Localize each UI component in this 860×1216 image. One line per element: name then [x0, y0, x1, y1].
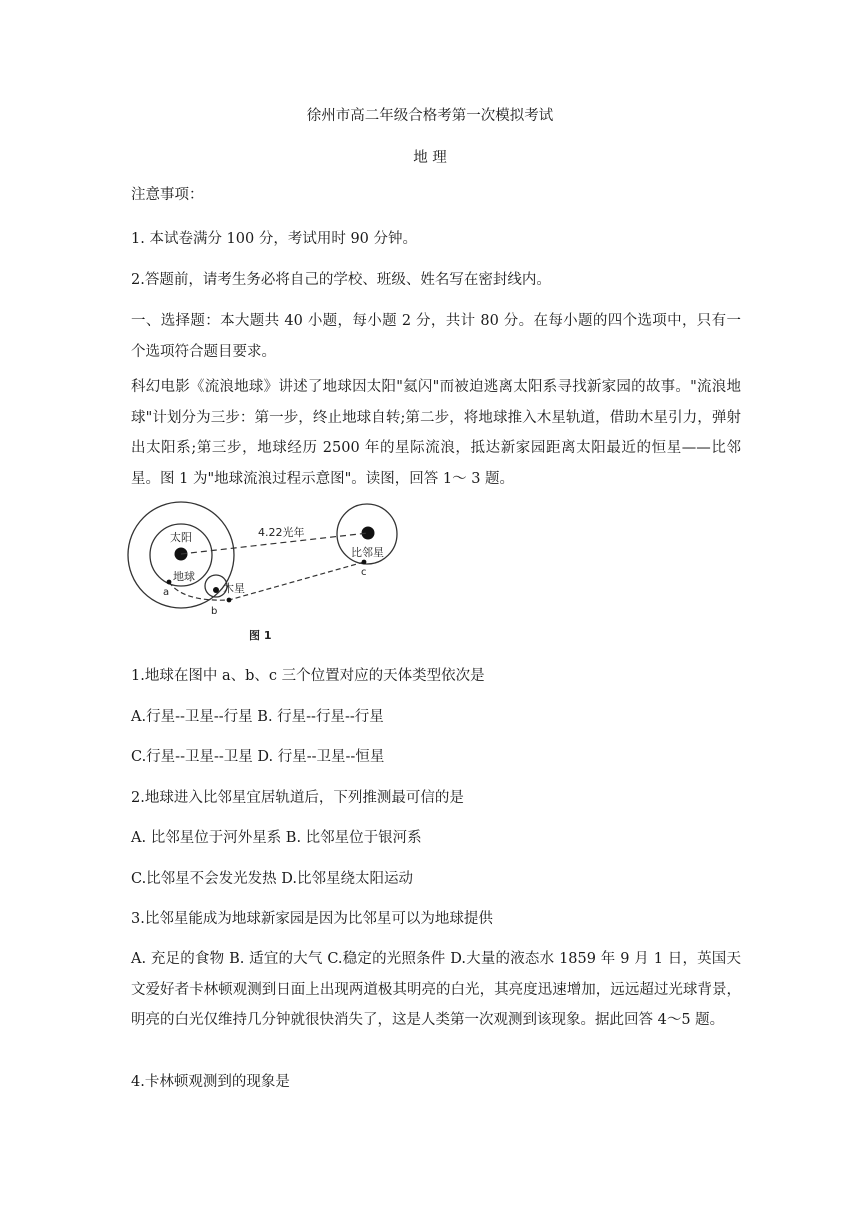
question-stem: 1.地球在图中 a、b、c 三个位置对应的天体类型依次是 [131, 668, 485, 684]
label-b: b [211, 606, 218, 617]
notes-heading: 注意事项： [131, 187, 204, 203]
question-option: C.行星--卫星--卫星 D. 行星--卫星--恒星 [131, 749, 385, 765]
exam-title: 徐州市高二年级合格考第一次模拟考试 [306, 108, 554, 124]
label-jupiter: 木星 [223, 582, 245, 595]
question-stem: 4.卡林顿观测到的现象是 [131, 1074, 290, 1090]
label-a: a [163, 587, 170, 598]
label-distance: 4.22光年 [258, 526, 305, 539]
passage-wandering-earth: 科幻电影《流浪地球》讲述了地球因太阳"氦闪"而被迫逃离太阳系寻找新家园的故事。"流浪地球"计划分为三步：第一步，终止地球自转;第二步，将地球推入木星轨道，借助木星引力，弹射出太阳系;第三步，地球经历 2500 年的星际流浪，抵达新家园距离太阳最近的恒星——比邻星。图 1 为"地球流浪过程示意图"。读图，回答 1～ 3 题。 [131, 379, 741, 487]
question-option: A. 比邻星位于河外星系 B. 比邻星位于银河系 [131, 830, 422, 846]
label-proxima: 比邻星 [351, 546, 384, 559]
label-c: c [361, 567, 367, 578]
subject-title: 地 理 [413, 150, 447, 166]
question-stem: 3.比邻星能成为地球新家园是因为比邻星可以为地球提供 [131, 911, 493, 927]
question-option: A.行星--卫星--行星 B. 行星--行星--行星 [131, 709, 384, 725]
q3-options-and-carrington-passage: A. 充足的食物 B. 适宜的大气 C.稳定的光照条件 D.大量的液态水 1859 年 9 月 1 日，英国天文爱好者卡林顿观测到日面上出现两道极其明亮的白光，其亮度迅速增加，远远超过光球背景，明亮的白光仅维持几分钟就很快消失了，这是人类第一次观测到该现象。据此回答 4～5 题。 [131, 951, 741, 1028]
question-stem: 2.地球进入比邻星宜居轨道后，下列推测最可信的是 [131, 790, 464, 806]
section-intro: 一、选择题：本大题共 40 小题，每小题 2 分，共计 80 分。在每小题的四个选项中，只有一个选项符合题目要求。 [131, 313, 741, 360]
label-earth: 地球 [173, 570, 195, 583]
figure-caption: 图 1 [249, 629, 272, 642]
note-item: 1. 本试卷满分 100 分，考试用时 90 分钟。 [131, 231, 418, 247]
label-sun: 太阳 [170, 531, 192, 544]
point-b-marker [227, 598, 232, 603]
jupiter-body [213, 587, 219, 593]
note-item: 2.答题前，请考生务必将自己的学校、班级、姓名写在密封线内。 [131, 272, 551, 288]
question-option: C.比邻星不会发光发热 D.比邻星绕太阳运动 [131, 871, 414, 887]
figure-earth-wandering-diagram [125, 498, 425, 650]
point-a-marker [167, 580, 172, 585]
point-c-marker [362, 560, 367, 565]
